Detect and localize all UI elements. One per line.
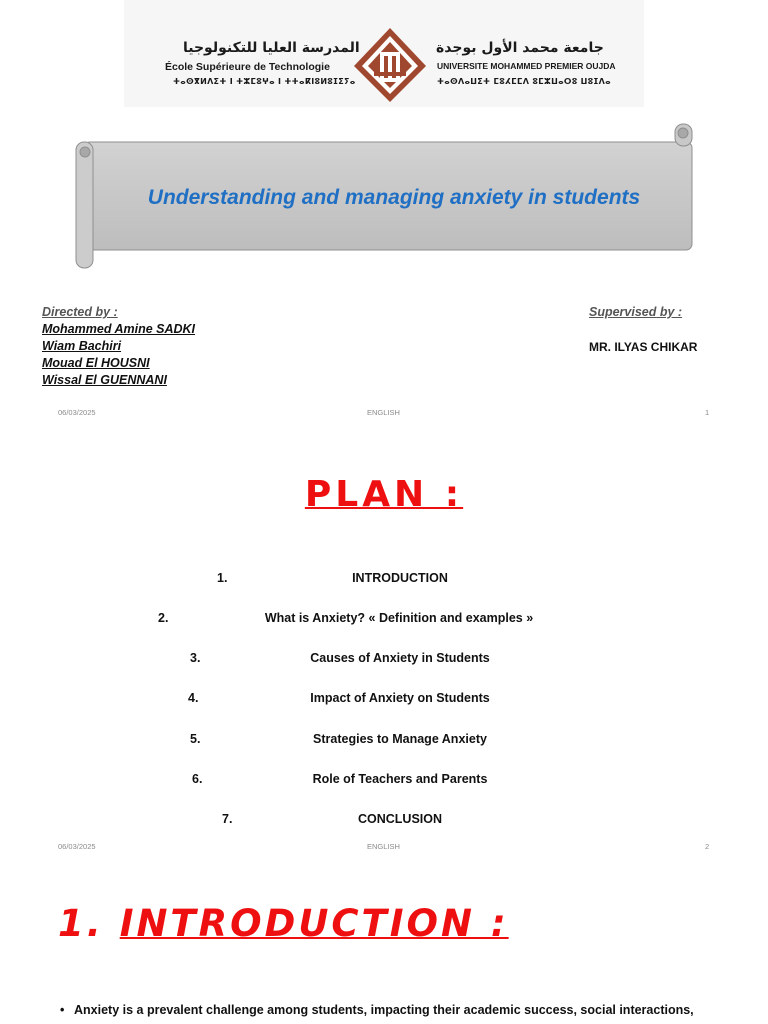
ump-tifinagh-name: ⵜⴰⵙⴷⴰⵡⵉⵜ ⵎⵓⵃⵎⵎⴷ ⵓⵎⵣⵡⴰⵔⵓ ⵡⵓⵊⴷⴰ xyxy=(437,77,611,86)
footer-subject: ENGLISH xyxy=(367,408,400,417)
supervised-word: Supervised xyxy=(589,305,657,319)
est-french-name: École Supérieure de Technologie xyxy=(165,61,330,73)
est-tifinagh-name: ⵜⴰⵙⴳⵍⴷⵉⵜ ⵏ ⵜⵣⵎⵓⵖⴰ ⵏ ⵜⵜⴰⴽⵏⵓⵍⵓⵊⵉⵢⴰ xyxy=(173,77,356,86)
plan-item-text: INTRODUCTION xyxy=(352,571,448,585)
est-arabic-name: المدرسة العليا للتكنولوجيا xyxy=(183,40,360,56)
bullet-dot-icon: • xyxy=(60,1003,65,1017)
footer-subject: ENGLISH xyxy=(367,842,400,851)
student-name: Wissal El GUENNANI xyxy=(42,373,167,387)
plan-item-number: 5. xyxy=(190,732,201,746)
introduction-number: 1. xyxy=(58,902,104,945)
footer-page-number: 2 xyxy=(705,842,710,851)
plan-item-text: Strategies to Manage Anxiety xyxy=(313,732,487,746)
university-emblem-logo xyxy=(352,26,428,104)
student-name: Mohammed Amine SADKI xyxy=(42,322,196,336)
student-name: Wiam Bachiri xyxy=(42,339,122,353)
introduction-heading xyxy=(58,902,509,945)
plan-item-text: Role of Teachers and Parents xyxy=(312,772,488,786)
student-list xyxy=(42,321,195,389)
supervised-by-word: by : xyxy=(656,305,683,319)
supervised-by-label xyxy=(589,305,682,319)
plan-item-number: 2. xyxy=(158,611,169,625)
plan-item-text: CONCLUSION xyxy=(357,812,443,826)
plan-title: PLAN : xyxy=(304,474,464,515)
supervisor-name: MR. ILYAS CHIKAR xyxy=(589,340,698,354)
plan-item-number: 1. xyxy=(217,571,228,585)
student-name: Mouad El HOUSNI xyxy=(42,356,150,370)
plan-item-text: Causes of Anxiety in Students xyxy=(310,651,490,665)
introduction-bullet-text: Anxiety is a prevalent challenge among students, impacting their academic success, social interactions, xyxy=(74,1003,694,1017)
ump-french-name: UNIVERSITE MOHAMMED PREMIER OUJDA xyxy=(437,61,616,71)
directed-by-label: Directed by : xyxy=(42,305,118,319)
plan-item-number: 7. xyxy=(222,812,233,826)
plan-item-number: 6. xyxy=(192,772,203,786)
introduction-bullet xyxy=(60,1003,694,1017)
plan-item-text: What is Anxiety? « Definition and examples » xyxy=(264,611,534,625)
footer-page-number: 1 xyxy=(705,408,710,417)
plan-item-number: 3. xyxy=(190,651,201,665)
ump-arabic-name: جامعة محمد الأول بوجدة xyxy=(436,40,604,56)
plan-item-text: Impact of Anxiety on Students xyxy=(310,691,490,705)
introduction-heading-text: INTRODUCTION : xyxy=(119,902,509,945)
plan-item-number: 4. xyxy=(188,691,199,705)
presentation-title: Understanding and managing anxiety in students xyxy=(147,186,641,209)
footer-date: 06/03/2025 xyxy=(58,408,96,417)
footer-date: 06/03/2025 xyxy=(58,842,96,851)
